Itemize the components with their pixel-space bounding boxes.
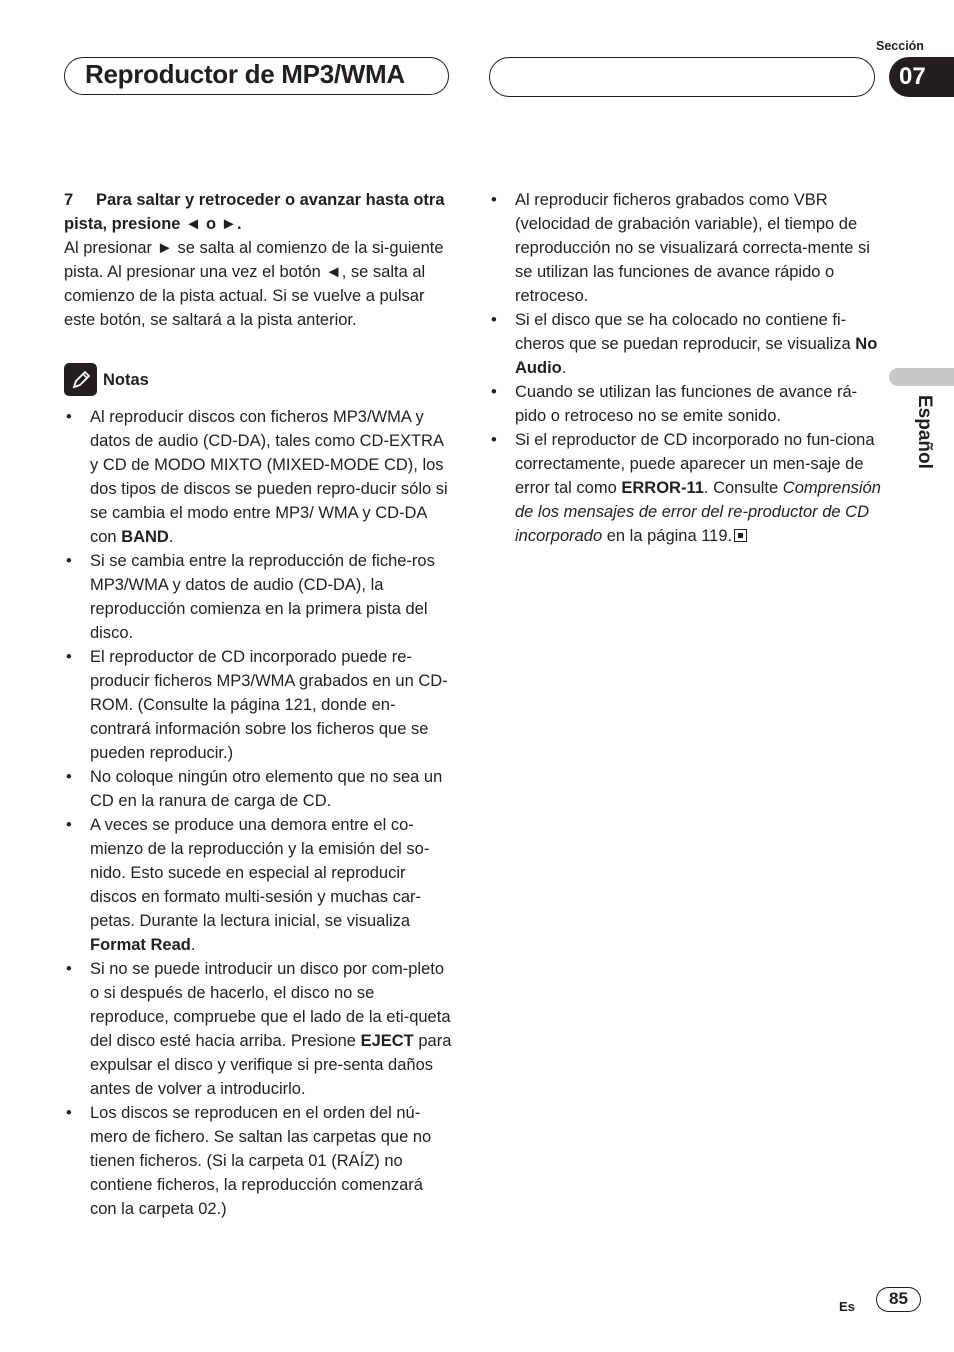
- language-code: Es: [839, 1299, 855, 1314]
- bullet-icon: •: [491, 191, 497, 209]
- bullet-icon: •: [66, 768, 72, 786]
- bullet-icon: •: [66, 1104, 72, 1122]
- list-item: • El reproductor de CD incorporado puede re-producir ficheros MP3/WMA grabados en un CD-ROM. (Consulte la página 121, donde en-contrará información sobre los ficheros que se pueden reproducir.): [64, 645, 454, 765]
- notes-list-left: [64, 405, 454, 1221]
- bullet-icon: •: [66, 960, 72, 978]
- bullet-icon: •: [491, 431, 497, 449]
- page-title: Reproductor de MP3/WMA: [85, 59, 405, 89]
- bullet-icon: •: [66, 408, 72, 426]
- left-column: [64, 188, 454, 1221]
- list-item: • Al reproducir discos con ficheros MP3/WMA y datos de audio (CD-DA), tales como CD-EXTRA y CD de MODO MIXTO (MIXED-MODE CD), los dos tipos de discos se pueden repro-ducir sólo si se cambia el modo entre MP3/ WMA y CD-DA con BAND.: [64, 405, 454, 549]
- bullet-icon: •: [66, 816, 72, 834]
- bullet-icon: •: [66, 648, 72, 666]
- list-item: • Cuando se utilizan las funciones de avance rá-pido o retroceso no se emite sonido.: [489, 380, 881, 428]
- list-item: • Si no se puede introducir un disco por com-pleto o si después de hacerlo, el disco no se reproduce, compruebe que el lado de la eti-queta del disco esté hacia arriba. Presione EJECT para expulsar el disco y verifique si pre-senta daños antes de volver a introducirlo.: [64, 957, 454, 1101]
- section-label: Sección: [876, 39, 924, 53]
- notes-header: [64, 363, 454, 396]
- pencil-icon: [64, 363, 97, 396]
- list-item: • Los discos se reproducen en el orden del nú-mero de fichero. Se saltan las carpetas que no tienen ficheros. (Si la carpeta 01 (RAÍZ) no contiene ficheros, la reproducción comenzará con la carpeta 02.): [64, 1101, 454, 1221]
- page-number: 85: [876, 1287, 921, 1312]
- language-label: Español: [914, 395, 935, 469]
- end-of-section-icon: [734, 529, 747, 542]
- list-item: • A veces se produce una demora entre el co-mienzo de la reproducción y la emisión del so-nido. Esto sucede en especial al reproducir discos en formato multi-sesión y muchas car-petas. Durante la lectura inicial, se visualiza Format Read.: [64, 813, 454, 957]
- step-number: 7: [64, 191, 74, 209]
- list-item: • Si el disco que se ha colocado no contiene fi-cheros que se puedan reproducir, se visualiza No Audio.: [489, 308, 881, 380]
- list-item: • Al reproducir ficheros grabados como VBR (velocidad de grabación variable), el tiempo de reproducción no se visualizará correcta-mente si se utilizan las funciones de avance rápido o retroceso.: [489, 188, 881, 308]
- notes-title: Notas: [103, 370, 149, 389]
- list-item: • Si el reproductor de CD incorporado no fun-ciona correctamente, puede aparecer un men-saje de error tal como ERROR-11. Consulte Comprensión de los mensajes de error del re-productor de CD incorporado en la página 119.: [489, 428, 881, 548]
- list-item: • No coloque ningún otro elemento que no sea un CD en la ranura de carga de CD.: [64, 765, 454, 813]
- step-heading: [64, 188, 454, 236]
- header-empty-frame: [489, 57, 875, 97]
- notes-list-right: [489, 188, 881, 548]
- step-body: Al presionar ► se salta al comienzo de la si-guiente pista. Al presionar una vez el botón ◄, se salta al comienzo de la pista actual. Si se vuelve a pulsar este botón, se saltará a la pista anterior.: [64, 239, 444, 329]
- list-item: • Si se cambia entre la reproducción de fiche-ros MP3/WMA y datos de audio (CD-DA), la reproducción comienza en la primera pista del disco.: [64, 549, 454, 645]
- bullet-icon: •: [491, 383, 497, 401]
- section-number-badge: 07: [889, 57, 954, 97]
- step-heading-text: Para saltar y retroceder o avanzar hasta otra pista, presione ◄ o ►.: [64, 191, 445, 233]
- language-tab: [889, 368, 954, 386]
- bullet-icon: •: [491, 311, 497, 329]
- bullet-icon: •: [66, 552, 72, 570]
- right-column: [489, 188, 881, 548]
